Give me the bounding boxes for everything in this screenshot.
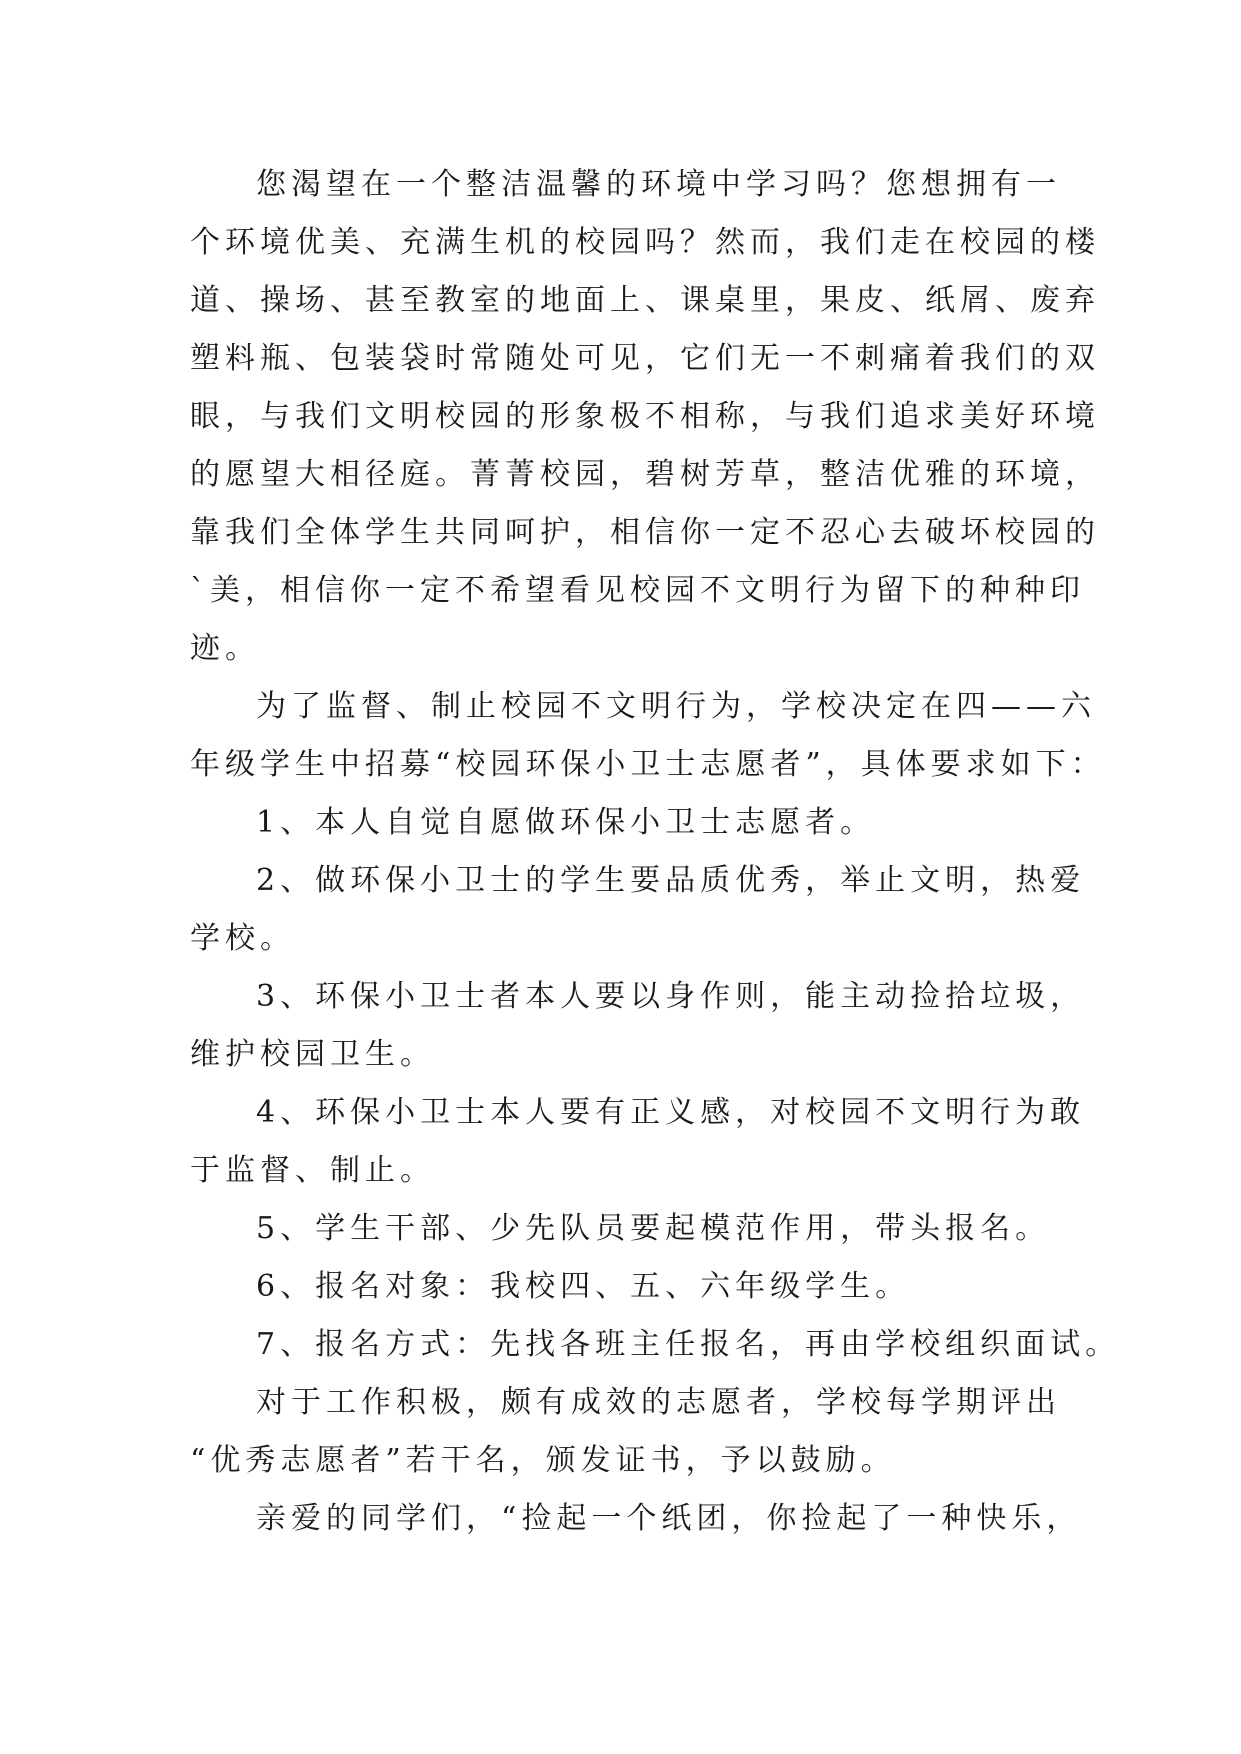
paragraph-line: 您渴望在一个整洁温馨的环境中学习吗？您想拥有一 (256, 167, 1061, 202)
paragraph-line: 年级学生中招募“校园环保小卫士志愿者”，具体要求如下： (190, 747, 1106, 782)
paragraph-line: 对于工作积极，颇有成效的志愿者，学校每学期评出 (256, 1385, 1061, 1420)
paragraph-line: 亲爱的同学们，“捡起一个纸团，你捡起了一种快乐， (256, 1501, 1082, 1536)
paragraph-line: 为了监督、制止校园不文明行为，学校决定在四——六 (256, 689, 1096, 724)
list-item: 1、本人自觉自愿做环保小卫士志愿者。 (256, 805, 876, 840)
document-body (190, 156, 1121, 1548)
paragraph-line: 塑料瓶、包装袋时常随处可见，它们无一不刺痛着我们的双 (190, 341, 1100, 376)
list-item-continuation: 维护校园卫生。 (190, 1037, 435, 1072)
list-item-continuation: 学校。 (190, 921, 295, 956)
list-item: 7、报名方式：先找各班主任报名，再由学校组织面试。 (256, 1327, 1121, 1362)
list-item: 4、环保小卫士本人要有正义感，对校园不文明行为敢 (256, 1095, 1086, 1130)
list-item-continuation: 于监督、制止。 (190, 1153, 435, 1188)
paragraph-line: 眼，与我们文明校园的形象极不相称，与我们追求美好环境 (190, 399, 1100, 434)
list-item: 5、学生干部、少先队员要起模范作用，带头报名。 (256, 1211, 1051, 1246)
list-item: 2、做环保小卫士的学生要品质优秀，举止文明，热爱 (256, 863, 1086, 898)
list-item: 3、环保小卫士者本人要以身作则，能主动捡拾垃圾， (256, 979, 1086, 1014)
paragraph-line: 道、操场、甚至教室的地面上、课桌里，果皮、纸屑、废弃 (190, 283, 1100, 318)
paragraph-line: `美，相信你一定不希望看见校园不文明行为留下的种种印 (190, 573, 1085, 608)
list-item: 6、报名对象：我校四、五、六年级学生。 (256, 1269, 911, 1304)
paragraph-line: 靠我们全体学生共同呵护，相信你一定不忍心去破坏校园的 (190, 515, 1100, 550)
paragraph-line: “优秀志愿者”若干名，颁发证书，予以鼓励。 (190, 1443, 896, 1478)
paragraph-line: 个环境优美、充满生机的校园吗？然而，我们走在校园的楼 (190, 225, 1100, 260)
paragraph-line: 的愿望大相径庭。菁菁校园，碧树芳草，整洁优雅的环境， (190, 457, 1100, 492)
paragraph-line: 迹。 (190, 631, 260, 666)
